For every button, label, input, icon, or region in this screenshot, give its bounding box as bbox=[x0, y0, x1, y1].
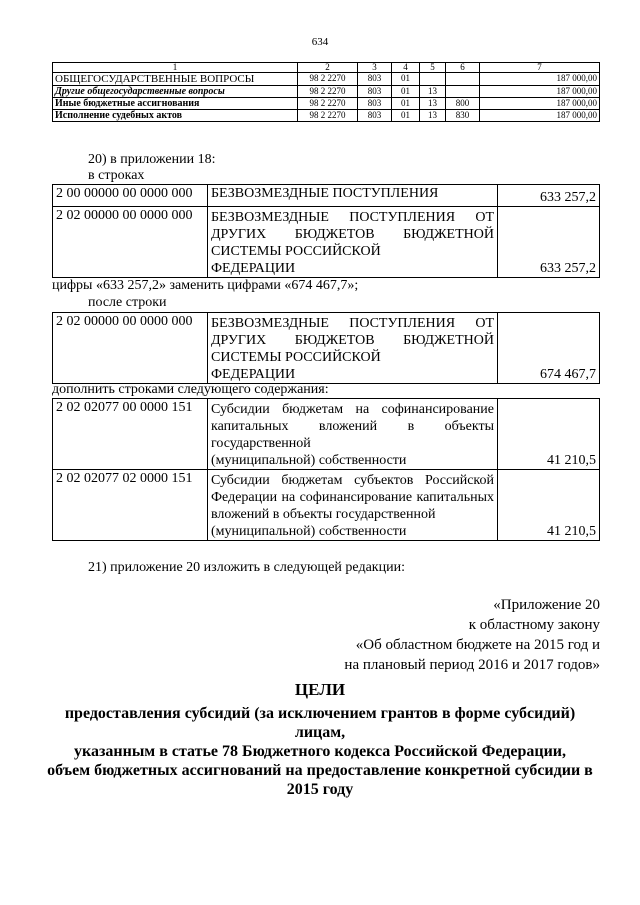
header-cell: 5 bbox=[420, 63, 446, 73]
row-name-last: ФЕДЕРАЦИИ bbox=[211, 367, 296, 382]
header-cell: 2 bbox=[298, 63, 358, 73]
cell: 803 bbox=[358, 98, 392, 110]
row-name: Иные бюджетные ассигнования bbox=[53, 98, 298, 110]
cell: 13 bbox=[420, 110, 446, 122]
cell: 98 2 2270 bbox=[298, 86, 358, 98]
header-cell: 7 bbox=[480, 63, 600, 73]
item-20-heading: 20) в приложении 18: bbox=[88, 152, 216, 167]
row-value: 674 467,7 bbox=[498, 313, 600, 384]
row-value: 41 210,5 bbox=[498, 399, 600, 470]
header-cell: 4 bbox=[392, 63, 420, 73]
cell: 98 2 2270 bbox=[298, 110, 358, 122]
header-cell: 1 bbox=[53, 63, 298, 73]
row-name-cell bbox=[208, 207, 498, 278]
row-name-cell bbox=[208, 470, 498, 541]
document-title: ЦЕЛИ bbox=[294, 680, 346, 699]
appendix-line: к областному закону bbox=[468, 617, 600, 633]
table-row bbox=[53, 470, 600, 541]
table-row bbox=[53, 399, 600, 470]
row-code: 2 02 00000 00 0000 000 bbox=[53, 313, 208, 384]
row-value: 633 257,2 bbox=[498, 185, 600, 207]
row-value: 41 210,5 bbox=[498, 470, 600, 541]
expenditure-table bbox=[52, 62, 600, 122]
cell: 13 bbox=[420, 98, 446, 110]
row-name: Субсидии бюджетам субъектов Российской Федерации на софинансирование капитальных вложений в объекты государственной bbox=[211, 473, 494, 522]
appendix-line: «Приложение 20 bbox=[493, 597, 600, 613]
row-code: 2 02 00000 00 0000 000 bbox=[53, 207, 208, 278]
row-name: БЕЗВОЗМЕЗДНЫЕ ПОСТУПЛЕНИЯ ОТ ДРУГИХ БЮДЖЕТОВ БЮДЖЕТНОЙ СИСТЕМЫ РОССИЙСКОЙ bbox=[211, 316, 494, 365]
cell: 830 bbox=[446, 110, 480, 122]
row-name: ОБЩЕГОСУДАРСТВЕННЫЕ ВОПРОСЫ bbox=[53, 73, 298, 86]
item-21-heading: 21) приложение 20 изложить в следующей редакции: bbox=[88, 560, 405, 575]
row-value: 633 257,2 bbox=[498, 207, 600, 278]
cell: 01 bbox=[392, 73, 420, 86]
subtitle-line: 2015 году bbox=[286, 781, 354, 798]
replace-instruction: цифры «633 257,2» заменить цифрами «674 467,7»; bbox=[52, 278, 359, 293]
table-row bbox=[53, 207, 600, 278]
in-rows-label: в строках bbox=[88, 168, 145, 183]
cell bbox=[446, 73, 480, 86]
appendix-line: на плановый период 2016 и 2017 годов» bbox=[344, 657, 600, 673]
add-rows-instruction: дополнить строками следующего содержания: bbox=[52, 382, 329, 397]
cell: 01 bbox=[392, 86, 420, 98]
cell bbox=[420, 73, 446, 86]
table-row bbox=[53, 110, 600, 122]
cell: 800 bbox=[446, 98, 480, 110]
table-row bbox=[53, 185, 600, 207]
subsidy-rows-table bbox=[52, 398, 600, 541]
header-cell: 3 bbox=[358, 63, 392, 73]
cell: 187 000,00 bbox=[480, 86, 600, 98]
table-row bbox=[53, 86, 600, 98]
subtitle-line: указанным в статье 78 Бюджетного кодекса Российской Федерации, bbox=[73, 743, 567, 760]
page-number: 634 bbox=[311, 36, 329, 48]
row-name-cell bbox=[208, 399, 498, 470]
header-cell: 6 bbox=[446, 63, 480, 73]
cell: 98 2 2270 bbox=[298, 73, 358, 86]
document-subtitle bbox=[40, 704, 600, 799]
cell: 01 bbox=[392, 110, 420, 122]
row-code: 2 02 02077 00 0000 151 bbox=[53, 399, 208, 470]
row-name: Субсидии бюджетам на софинансирование капитальных вложений в объекты государственной bbox=[211, 402, 494, 451]
cell: 187 000,00 bbox=[480, 110, 600, 122]
row-name-last: (муниципальной) собственности bbox=[211, 453, 407, 468]
row-code: 2 02 02077 02 0000 151 bbox=[53, 470, 208, 541]
revenue-table-after bbox=[52, 312, 600, 384]
table-row bbox=[53, 313, 600, 384]
row-name: Другие общегосударственные вопросы bbox=[53, 86, 298, 98]
row-name: БЕЗВОЗМЕЗДНЫЕ ПОСТУПЛЕНИЯ ОТ ДРУГИХ БЮДЖЕТОВ БЮДЖЕТНОЙ СИСТЕМЫ РОССИЙСКОЙ bbox=[211, 210, 494, 259]
revenue-table-before bbox=[52, 184, 600, 278]
cell bbox=[446, 86, 480, 98]
row-name: БЕЗВОЗМЕЗДНЫЕ ПОСТУПЛЕНИЯ bbox=[208, 185, 498, 207]
cell: 98 2 2270 bbox=[298, 98, 358, 110]
row-name: Исполнение судебных актов bbox=[53, 110, 298, 122]
subtitle-line: предоставления субсидий (за исключением грантов в форме субсидий) лицам, bbox=[64, 705, 576, 741]
cell: 803 bbox=[358, 86, 392, 98]
subtitle-line: объем бюджетных ассигнований на предоставление конкретной субсидии в bbox=[47, 762, 593, 779]
cell: 187 000,00 bbox=[480, 98, 600, 110]
table-header-row bbox=[53, 63, 600, 73]
row-name-cell bbox=[208, 313, 498, 384]
row-name-last: ФЕДЕРАЦИИ bbox=[211, 261, 296, 276]
cell: 13 bbox=[420, 86, 446, 98]
appendix-caption bbox=[344, 595, 600, 675]
cell: 01 bbox=[392, 98, 420, 110]
row-code: 2 00 00000 00 0000 000 bbox=[53, 185, 208, 207]
row-name-last: (муниципальной) собственности bbox=[211, 524, 407, 539]
cell: 803 bbox=[358, 110, 392, 122]
cell: 803 bbox=[358, 73, 392, 86]
cell: 187 000,00 bbox=[480, 73, 600, 86]
table-row bbox=[53, 98, 600, 110]
after-row-label: после строки bbox=[88, 295, 167, 310]
appendix-line: «Об областном бюджете на 2015 год и bbox=[355, 637, 600, 653]
table-row bbox=[53, 73, 600, 86]
